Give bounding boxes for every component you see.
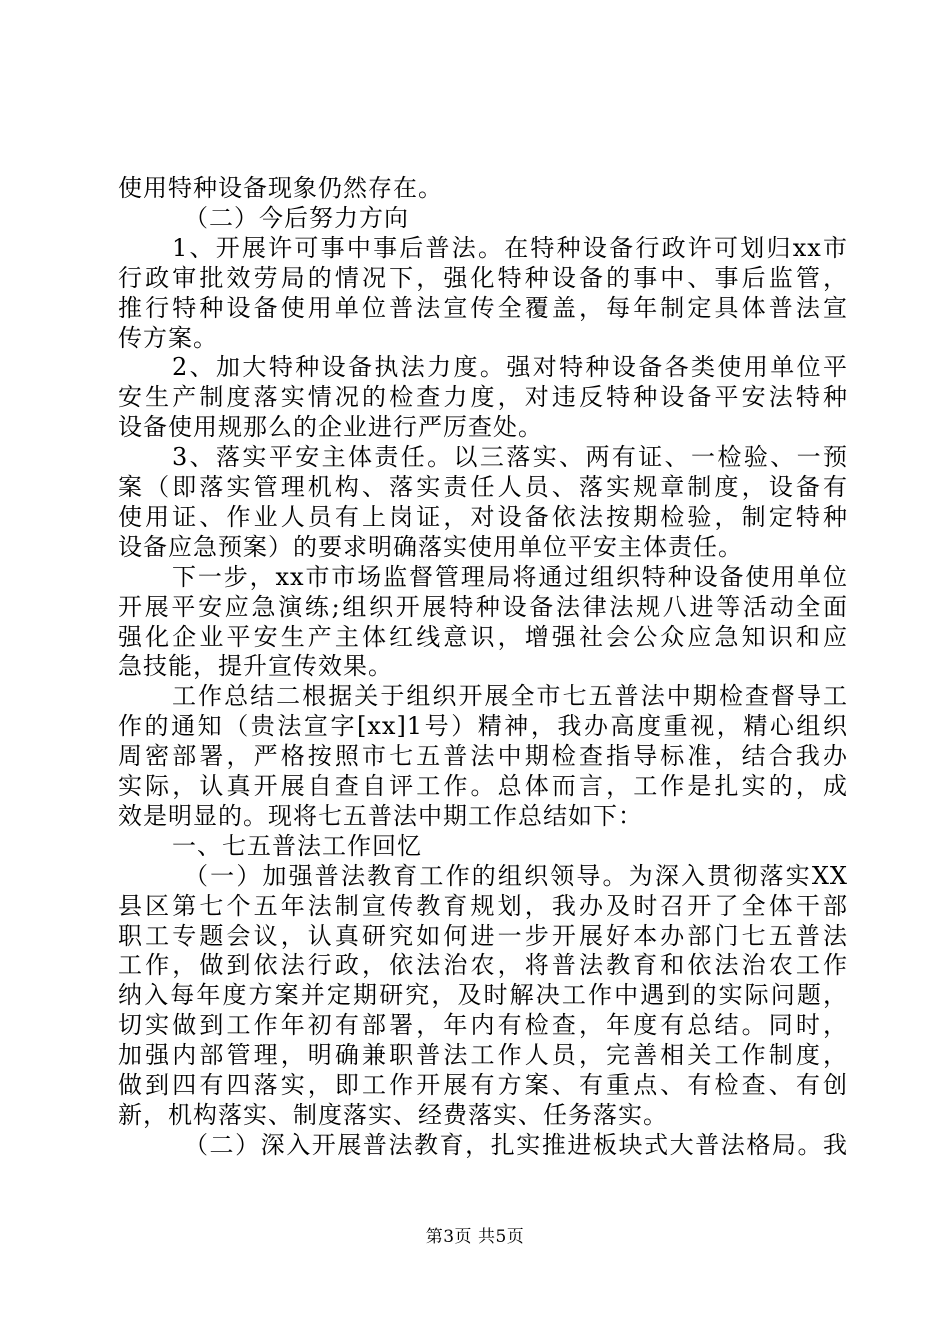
section-heading: （二）今后努力方向 xyxy=(184,203,409,232)
text-line: 纳入每年度方案并定期研究，及时解决工作中遇到的实际问题， xyxy=(118,981,848,1010)
text-line: 下一步，xx市市场监督管理局将通过组织特种设备使用单位 xyxy=(172,562,848,591)
text-line: 行政审批效劳局的情况下，强化特种设备的事中、事后监管， xyxy=(118,263,848,292)
text-line: 2、加大特种设备执法力度。强对特种设备各类使用单位平 xyxy=(172,353,848,382)
text-line: 工作总结二根据关于组织开展全市七五普法中期检查督导工 xyxy=(172,682,848,711)
text-line: 传方案。 xyxy=(118,323,218,352)
text-line: 工作，做到依法行政，依法治农，将普法教育和依法治农工作 xyxy=(118,951,848,980)
text-line: 作的通知（贵法宣字[xx]1号）精神，我办高度重视，精心组织 xyxy=(118,712,848,741)
text-line: 1、开展许可事中事后普法。在特种设备行政许可划归xx市 xyxy=(172,233,848,262)
text-line: 效是明显的。现将七五普法中期工作总结如下： xyxy=(118,801,643,830)
text-line: 职工专题会议，认真研究如何进一步开展好本办部门七五普法 xyxy=(118,921,848,950)
text-line: 安生产制度落实情况的检查力度，对违反特种设备平安法特种 xyxy=(118,383,848,412)
text-line: 新，机构落实、制度落实、经费落实、任务落实。 xyxy=(118,1100,668,1129)
text-line: 加强内部管理，明确兼职普法工作人员，完善相关工作制度， xyxy=(118,1041,848,1070)
text-line: 县区第七个五年法制宣传教育规划，我办及时召开了全体干部 xyxy=(118,891,848,920)
text-line: 推行特种设备使用单位普法宣传全覆盖，每年制定具体普法宣 xyxy=(118,293,848,322)
text-line: 设备使用规那么的企业进行严厉查处。 xyxy=(118,413,543,442)
text-line: 使用特种设备现象仍然存在。 xyxy=(118,174,443,202)
text-line: 案（即落实管理机构、落实责任人员、落实规章制度，设备有 xyxy=(118,473,848,501)
text-line: 急技能，提升宣传效果。 xyxy=(118,652,393,681)
text-line: （二）深入开展普法教育，扎实推进板块式大普法格局。我 xyxy=(184,1130,848,1159)
text-line: （一）加强普法教育工作的组织领导。为深入贯彻落实XX xyxy=(184,861,848,890)
text-line: 设备应急预案）的要求明确落实使用单位平安主体责任。 xyxy=(118,532,743,561)
text-line: 实际，认真开展自查自评工作。总体而言，工作是扎实的，成 xyxy=(118,772,848,800)
section-heading: 一、七五普法工作回忆 xyxy=(172,831,422,860)
text-line: 切实做到工作年初有部署，年内有检查，年度有总结。同时， xyxy=(118,1011,848,1040)
text-line: 强化企业平安生产主体红线意识，增强社会公众应急知识和应 xyxy=(118,622,848,651)
text-line: 开展平安应急演练;组织开展特种设备法律法规八进等活动全面 xyxy=(118,592,848,621)
text-line: 周密部署，严格按照市七五普法中期检查指导标准，结合我办 xyxy=(118,742,848,771)
page-footer: 第3页 共5页 xyxy=(425,1227,525,1247)
text-line: 做到四有四落实，即工作开展有方案、有重点、有检查、有创 xyxy=(118,1071,848,1099)
text-line: 使用证、作业人员有上岗证，对设备依法按期检验，制定特种 xyxy=(118,502,848,531)
text-line: 3、落实平安主体责任。以三落实、两有证、一检验、一预 xyxy=(172,443,848,472)
